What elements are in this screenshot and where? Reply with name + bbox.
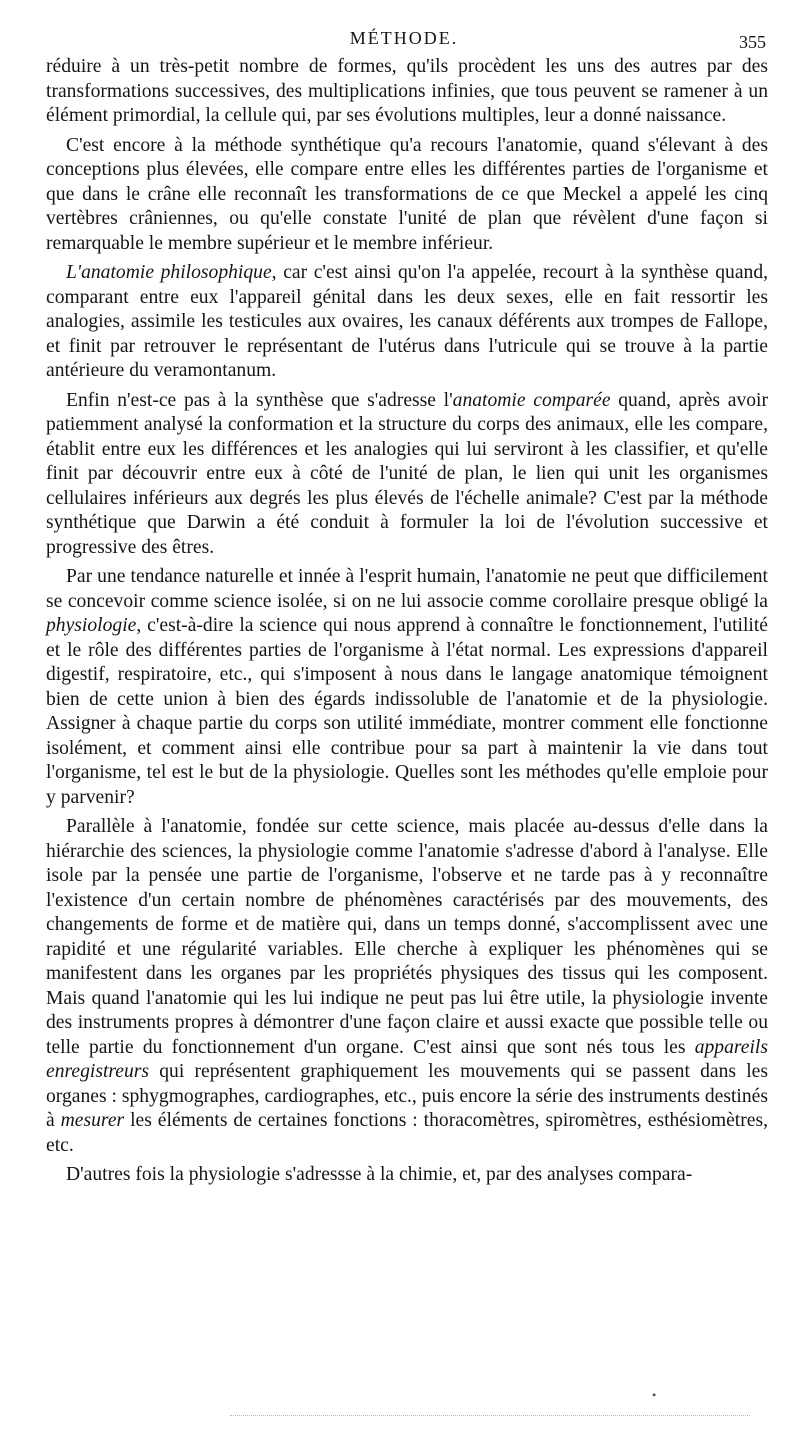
emphasis-anatomie-philosophique: L'anatomie philosophique bbox=[66, 262, 272, 283]
running-title: MÉTHODE. bbox=[349, 28, 459, 48]
running-head bbox=[42, 22, 766, 52]
emphasis-anatomie-comparee: anatomie comparée bbox=[452, 389, 611, 411]
page-number: 355 bbox=[739, 32, 766, 52]
paragraph-3 bbox=[46, 261, 768, 384]
body-text bbox=[46, 55, 768, 1193]
paragraph-3-text: , car c'est ainsi qu'on l'a appelée, recourt à la synthèse quand, comparant entre eux l'appareil génital dans les deux sexes, elle en fait ressortir les analogies, assimile les testicules aux ovaires, les canaux déférents aux trompes de Fallope, et finit par retrouver le représentant de l'utérus dans l'utricule qui se trouve à la partie antérieure du veramontanum. bbox=[46, 262, 769, 381]
paragraph-5 bbox=[46, 565, 768, 810]
paragraph-5-before: Par une tendance naturelle et innée à l'esprit humain, l'anatomie ne peut que difficilement se concevoir comme science isolée, si on ne lui associe comme corollaire presque obligé la bbox=[46, 566, 768, 612]
paragraph-6-middle: qui représentent graphiquement les mouvements qui se passent dans les organes : sphygmographes, cardiographes, etc., puis encore la série des instruments destinés à bbox=[46, 1061, 768, 1131]
emphasis-appareils-enregistreurs: appareils enregistreurs bbox=[46, 1036, 768, 1082]
emphasis-physiologie: physiologie bbox=[46, 615, 137, 636]
paragraph-7: D'autres fois la physiologie s'adressse à la chimie, et, par des analyses compara- bbox=[66, 1164, 693, 1185]
paragraph-1: réduire à un très-petit nombre de formes, qu'ils procèdent les uns des autres par des transformations successives, des multiplications infinies, que tous peuvent se ramener à un élément primordial, la cellule qui, par ses évolutions multiples, leur a donné naissance. bbox=[46, 56, 768, 126]
paragraph-4-after: quand, après avoir patiemment analysé la conformation et la structure du corps des animaux, elle les compare, établit entre eux les différences et les analogies qui lui serviront à les classifier, et qu'elle finit par découvrir entre eux à côté de l'unité de plan, le lien qui unit les organismes cellulaires inférieurs aux degrés les plus élevés de l'échelle animale? C'est par la méthode synthétique que Darwin a été conduit à formuler la loi de l'évolution successive et progressive des êtres. bbox=[46, 389, 769, 558]
stray-ink-mark: • bbox=[652, 1388, 657, 1402]
paragraph-6 bbox=[46, 815, 768, 1158]
paragraph-4-before: Enfin n'est-ce pas à la synthèse que s'adresse l' bbox=[66, 389, 453, 411]
scan-artifact-line bbox=[230, 1415, 750, 1418]
paragraph-5-after: , c'est-à-dire la science qui nous apprend à connaître le fonctionnement, l'utilité et le rôle des différentes parties de l'organisme à l'état normal. Les expressions d'appareil digestif, respiratoire, etc., qui s'imposent à nous dans le langage anatomique témoignent bien de cette union à bien des égards indissoluble de l'anatomie et de la physiologie. Assigner à chaque partie du corps son utilité immédiate, montrer comment elle fonctionne isolément, et comment ainsi elle contribue pour sa part à maintenir la vie dans tout l'organisme, tel est le but de la physiologie. Quelles sont les méthodes qu'elle emploie pour y parvenir? bbox=[46, 615, 768, 808]
paragraph-4 bbox=[46, 389, 768, 561]
emphasis-mesurer: mesurer bbox=[60, 1110, 125, 1131]
paragraph-6-before: Parallèle à l'anatomie, fondée sur cette science, mais placée au-dessus d'elle dans la hiérarchie des sciences, la physiologie comme l'anatomie s'adresse d'abord à l'analyse. Elle isole par la pensée une partie de l'organisme, l'observe et ne tarde pas à y reconnaître l'existence d'un certain nombre de phénomènes caractérisés par des mouvements, des changements de forme et de matière qui, dans un temps donné, s'accomplissent avec une rapidité et une régularité variables. Elle cherche à expliquer les phénomènes qui se manifestent dans les organes par les propriétés physiques des tissus qui les composent. Mais quand l'anatomie qui les lui indique ne peut pas lui être utile, la physiologie invente des instruments propres à démontrer d'une façon claire et aussi exacte que possible telle ou telle partie du fonctionnement d'un organe. C'est ainsi que sont nés tous les bbox=[46, 816, 768, 1058]
paragraph-6-after: les éléments de certaines fonctions : thoracomètres, spiromètres, esthésiomètres, etc. bbox=[46, 1110, 768, 1156]
paragraph-2: C'est encore à la méthode synthétique qu'a recours l'anatomie, quand s'élevant à des conceptions plus élevées, elle compare entre elles les différentes parties de l'organisme et que dans le crâne elle reconnaît les transformations de ce que Meckel a appelé les cinq vertèbres crâniennes, ou qu'elle constate l'unité de plan que révèlent d'une façon si remarquable le membre supérieur et le membre inférieur. bbox=[46, 134, 768, 254]
